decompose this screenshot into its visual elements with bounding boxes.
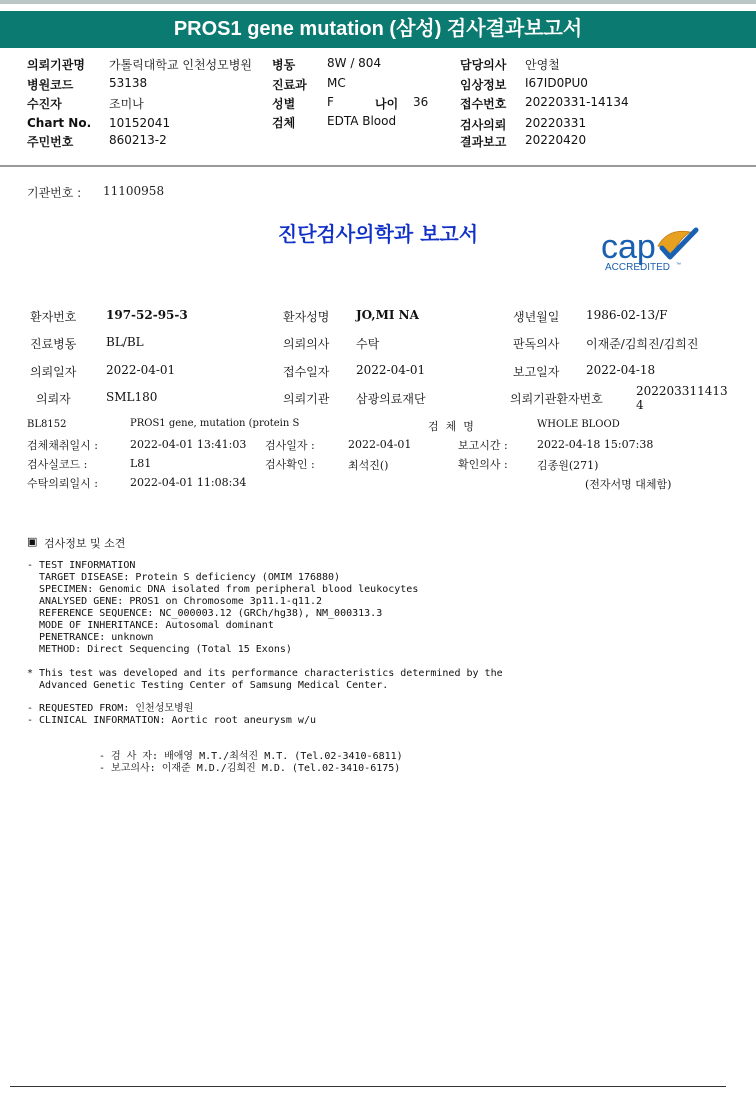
sex-value: F — [327, 95, 334, 109]
doctor-value: 안영철 — [525, 58, 560, 72]
sex-label: 성별 — [272, 97, 296, 111]
body-line: MODE OF INHERITANCE: Autosomal dominant — [27, 620, 274, 631]
body-line: REFERENCE SEQUENCE: NC_000003.12 (GRCh/hg38), NM_000313.3 — [27, 608, 383, 619]
confirm-doctor-label: 확인의사 : — [458, 458, 508, 471]
report-banner: PROS1 gene mutation (삼성) 검사결과보고서 — [0, 11, 756, 48]
examinee-value: 조미나 — [109, 97, 144, 111]
request-date-value: 20220331 — [525, 116, 587, 130]
age-label: 나이 — [375, 97, 399, 111]
consign-time-value: 2022-04-01 11:08:34 — [130, 476, 247, 489]
footer-rule — [10, 1086, 726, 1087]
note-line: * This test was developed and its performance characteristics determined by the — [27, 668, 503, 679]
patient-no-value: 197-52-95-3 — [106, 308, 188, 322]
ward-value: 8W / 804 — [327, 56, 382, 70]
ward-label: 병동 — [272, 58, 296, 72]
report-date-value: 2022-04-18 — [586, 363, 656, 377]
result-report-label: 결과보고 — [460, 135, 507, 149]
ward-code-value: BL/BL — [106, 335, 144, 349]
note-line: Advanced Genetic Testing Center of Samsung Medical Center. — [27, 680, 389, 691]
top-rule — [0, 0, 756, 4]
requester-label: 의뢰자 — [36, 392, 71, 406]
reading-doctor-label: 판독의사 — [513, 337, 560, 351]
specimen-name-label: 검 체 명 — [428, 420, 474, 433]
header-divider — [0, 165, 756, 167]
body-line: TARGET DISEASE: Protein S deficiency (OMIM 176880) — [27, 572, 341, 583]
patient-name-label: 환자성명 — [283, 310, 330, 324]
report-time-label: 보고시간 : — [458, 439, 508, 452]
org-patient-no-label: 의뢰기관환자번호 — [510, 392, 603, 406]
test-confirm-label: 검사확인 : — [265, 458, 315, 471]
doctor-label: 담당의사 — [460, 58, 507, 72]
specimen-label: 검체 — [272, 116, 296, 130]
consign-time-label: 수탁의뢰일시 : — [27, 477, 98, 490]
receipt-date-label: 접수일자 — [283, 365, 330, 379]
specimen-value: EDTA Blood — [327, 114, 397, 128]
section-bullet-icon: ▣ — [27, 535, 38, 548]
test-confirm-value: 최석진() — [348, 459, 389, 472]
request-date2-label: 의뢰일자 — [30, 365, 77, 379]
hospital-name-label: 의뢰기관명 — [27, 58, 85, 72]
requesting-doctor-label: 의뢰의사 — [283, 337, 330, 351]
body-line: PENETRANCE: unknown — [27, 632, 154, 643]
examinee-label: 수진자 — [27, 97, 62, 111]
clinical-info-value: I67ID0PU0 — [525, 76, 588, 90]
request-line: - REQUESTED FROM: 인천성모병원 — [27, 703, 194, 714]
org-patient-no-wrap: 4 — [636, 398, 644, 412]
request-date2-value: 2022-04-01 — [106, 363, 176, 377]
resident-no-label: 주민번호 — [27, 135, 74, 149]
department-value: MC — [327, 76, 346, 90]
patient-no-label: 환자번호 — [30, 310, 77, 324]
resident-no-value: 860213-2 — [109, 133, 167, 147]
result-report-value: 20220420 — [525, 133, 587, 147]
specimen-name-value: WHOLE BLOOD — [537, 419, 620, 430]
requester-value: SML180 — [106, 390, 158, 404]
receipt-no-label: 접수번호 — [460, 97, 507, 111]
test-code: BL8152 — [27, 419, 67, 430]
cap-logo-tm: ™ — [676, 262, 681, 268]
test-date-value: 2022-04-01 — [348, 438, 412, 451]
staff-line: - 검 사 자: 배애영 M.T./최석진 M.T. (Tel.02-3410-6811) — [99, 751, 403, 762]
report-title: 진단검사의학과 보고서 — [277, 222, 479, 246]
section-heading: 검사정보 및 소견 — [44, 537, 126, 550]
clinical-info-label: 임상정보 — [460, 78, 507, 92]
institution-no-value: 11100958 — [103, 184, 165, 198]
institution-no-label: 기관번호 : — [27, 186, 82, 200]
patient-name-value: JO,MI NA — [356, 308, 419, 322]
collection-time-label: 검체채취일시 : — [27, 439, 98, 452]
hospital-code-value: 53138 — [109, 76, 148, 90]
cap-logo-accredited: ACCREDITED — [605, 262, 671, 273]
cap-accredited-logo — [598, 226, 708, 276]
confirm-doctor-value: 김종원(271) — [537, 459, 599, 472]
request-date-label: 검사의뢰 — [460, 118, 507, 132]
collection-time-value: 2022-04-01 13:41:03 — [130, 438, 247, 451]
birthdate-label: 생년월일 — [513, 310, 560, 324]
lab-code-value: L81 — [130, 457, 152, 470]
test-name: PROS1 gene, mutation (protein S — [130, 418, 300, 429]
body-line: ANALYSED GENE: PROS1 on Chromosome 3p11.1-q11.2 — [27, 596, 323, 607]
requesting-org-value: 삼광의료재단 — [356, 392, 426, 406]
requesting-org-label: 의뢰기관 — [283, 392, 330, 406]
chart-no-value: 10152041 — [109, 116, 171, 130]
report-time-value: 2022-04-18 15:07:38 — [537, 438, 654, 451]
lab-code-label: 검사실코드 : — [27, 458, 88, 471]
requesting-doctor-value: 수탁 — [356, 337, 380, 351]
body-line: SPECIMEN: Genomic DNA isolated from peripheral blood leukocytes — [27, 584, 419, 595]
hospital-code-label: 병원코드 — [27, 78, 74, 92]
reading-doctor-value: 이재준/김희진/김희진 — [586, 337, 699, 351]
e-signature-note: (전자서명 대체함) — [585, 478, 672, 491]
staff-line: - 보고의사: 이재준 M.D./김희진 M.D. (Tel.02-3410-6175) — [99, 763, 401, 774]
report-date-label: 보고일자 — [513, 365, 560, 379]
request-line: - CLINICAL INFORMATION: Aortic root aneurysm w/u — [27, 715, 316, 726]
age-value: 36 — [413, 95, 429, 109]
receipt-no-value: 20220331-14134 — [525, 95, 629, 109]
body-line: METHOD: Direct Sequencing (Total 15 Exons) — [27, 644, 292, 655]
hospital-name-value: 가톨릭대학교 인천성모병원 — [109, 58, 252, 72]
receipt-date-value: 2022-04-01 — [356, 363, 426, 377]
org-patient-no-value: 202203311413 — [636, 384, 728, 398]
chart-no-label: Chart No. — [27, 116, 92, 130]
body-line: - TEST INFORMATION — [27, 560, 136, 571]
ward-code-label: 진료병동 — [30, 337, 77, 351]
test-date-label: 검사일자 : — [265, 439, 315, 452]
department-label: 진료과 — [272, 78, 307, 92]
birthdate-value: 1986-02-13/F — [586, 308, 668, 322]
cap-logo-text: cap — [601, 228, 656, 266]
